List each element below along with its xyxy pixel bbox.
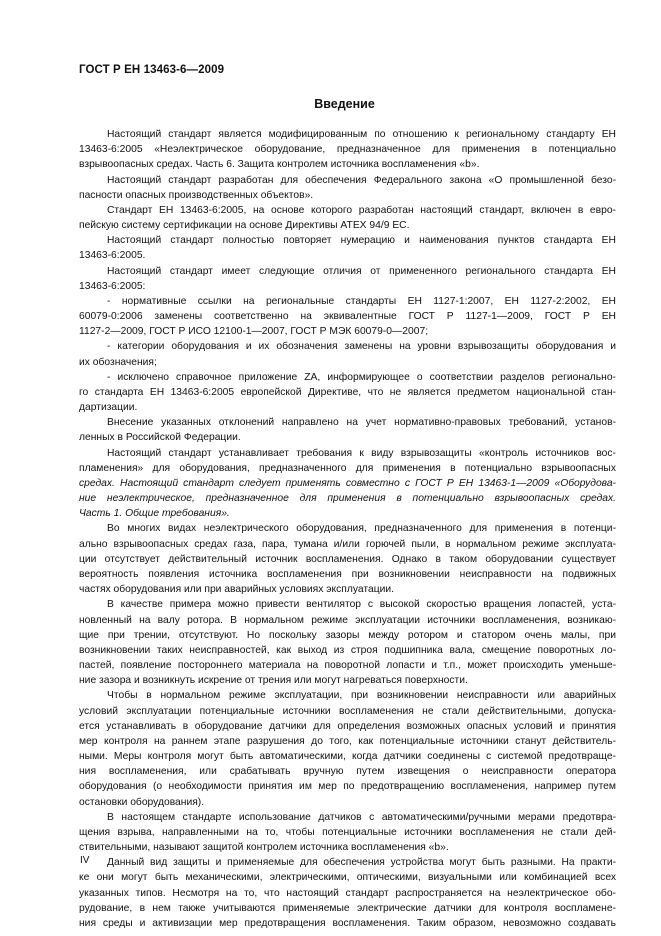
text-line: ние зазора и возникнуть искрение от трения или могут нагреваться поверхности. [79, 675, 468, 687]
text-line: частях оборудования или при аварийных условиях эксплуатации. [79, 584, 394, 596]
text-line: Данный вид защиты и применяемые для обеспечения устройства могут быть разными. На практи- [107, 857, 616, 869]
text-line: Внесение указанных отклонений направлено на учет нормативно-правовых требований, установ- [107, 417, 616, 429]
text-line: - категории оборудования и их обозначения заменены на уровни взрывозащиты оборудования и [107, 341, 616, 353]
section-title-text: Введение [314, 97, 375, 111]
text-line: Настоящий стандарт устанавливает требования к виду взрывозащиты «контроль источников вос- [107, 447, 616, 459]
text-line: ально взрывоопасных средах газа, пара, тумана и/или горючей пыли, в нормальном режиме эксплуата- [79, 538, 616, 550]
text-line: ствительными, называют защитой контролем источника воспламенения «b». [79, 842, 449, 854]
text-line: Настоящий стандарт имеет следующие отличия от примененного регионального стандарта ЕН [107, 265, 616, 277]
document-code-header: ГОСТ Р ЕН 13463-6—2009 [79, 64, 225, 76]
text-line: Настоящий стандарт полностью повторяет нумерацию и наименования пунктов стандарта ЕН [107, 235, 616, 247]
text-line: вероятность появления источника воспламенения при возникновении неисправности на подвижных [79, 568, 616, 580]
text-line: новленный на валу ротора. В нормальном режиме эксплуатации источники воспламенения, возникаю- [79, 614, 616, 626]
text-line: ными. Меры контроля могут быть автоматическими, когда датчики соединены с системой предотвраще- [79, 751, 616, 763]
text-line: 13463-6:2005 «Неэлектрическое оборудование, предназначенное для применения в потенциально [79, 144, 616, 156]
text-line: пасности опасных производственных объектов». [79, 189, 314, 201]
text-line: В настоящем стандарте использование датчиков с автоматическими/ручными мерами предотвра- [107, 811, 616, 823]
text-line: мер контроля на раннем этапе разрушения до того, как потенциальные источники станут действитель- [79, 735, 616, 747]
text-line: 13463-6:2005: [79, 280, 146, 292]
text-line: пламенения» для оборудования, предназначенного для применения в потенциально взрывоопасных [79, 462, 616, 474]
text-line: оборудования (о необходимости принятия им мер по предотвращению воспламенения, например путем [79, 781, 616, 793]
text-line: Стандарт ЕН 13463-6:2005, на основе которого разработан настоящий стандарт, включен в евро- [107, 204, 616, 216]
text-line: дартизации. [79, 402, 138, 414]
text-line: ке они могут быть механическими, электрическими, оптическими, визуальными или комбинацией всех [79, 872, 616, 884]
text-line: Во многих видах неэлектрического оборудования, предназначенного для применения в потенци- [107, 523, 616, 535]
text-line: рудование, в нем также учитываются применяемые электрические датчики для контроля воспламене- [79, 902, 616, 914]
text-line: 13463-6:2005. [79, 250, 146, 262]
text-line: ции отсутствует действительный источник воспламенения. Однако в таком оборудовании существует [79, 553, 616, 565]
text-line: условий эксплуатации потенциальные источники воспламенения не стали действительными, допуска- [79, 705, 616, 717]
text-line: щения взрыва, направленными на то, чтобы потенциальные источники воспламенения не стали дей- [79, 826, 616, 838]
text-line: Чтобы в нормальном режиме эксплуатации, при возникновении неисправности или аварийных [107, 690, 616, 702]
text-line: указанных типов. Несмотря на то, что настоящий стандарт распространяется на неэлектрическое обо- [79, 887, 616, 899]
text-line: Настоящий стандарт разработан для обеспечения Федерального закона «О промышленной безо- [107, 174, 616, 186]
section-title [0, 97, 661, 111]
text-line: В качестве примера можно привести вентилятор с высокой скоростью вращения лопастей, уста- [107, 599, 616, 611]
text-line: возникновении таких неисправностей, как выход из строя подшипника вала, смещение поворотных ло- [79, 644, 616, 656]
text-line: средах. Настоящий стандарт следует применять совместно с ГОСТ Р ЕН 13463-1—2009 «Оборудова- [79, 477, 616, 489]
text-line: 1127-2—2009, ГОСТ Р ИСО 12100-1—2007, ГОСТ Р МЭК 60079-0—2007; [79, 326, 429, 338]
body-text [79, 127, 616, 931]
text-line: пейскую систему сертификации на основе Директивы ATEX 94/9 EC. [79, 220, 410, 232]
text-line: 60079-0:2006 заменены соответственно на эквивалентные ГОСТ Р 1127-1—2009, ГОСТ Р ЕН [79, 311, 616, 323]
text-line: ленных в Российской Федерации. [79, 432, 241, 444]
text-line: ния среды и активизации мер предотвращения воспламенения. Таким образом, невозможно создавать [79, 917, 616, 929]
text-line: ния воспламенения, или срабатывать вручную путем извещения о неисправности оператора [79, 766, 616, 778]
text-line: остановки оборудования). [79, 796, 205, 808]
text-line: ние неэлектрическое, предназначенное для применения в потенциально взрывоопасных средах. [79, 493, 616, 505]
text-line: щие при трении, отсутствуют. Но поскольку зазоры между ротором и статором очень малы, при [79, 629, 616, 641]
text-line: ется устанавливать в оборудование датчики для определения возможных опасных условий и принятия [79, 720, 616, 732]
text-line: их обозначения; [79, 356, 157, 368]
text-line: пастей, появление постороннего материала на поворотной лопасти и т.п., может происходить уменьше- [79, 660, 616, 672]
text-line: Часть 1. Общие требования». [79, 508, 230, 520]
text-line: го стандарта ЕН 13463-6:2005 европейской Директиве, что не является предметом национальной стан- [79, 386, 616, 398]
text-line: Настоящий стандарт является модифицированным по отношению к региональному стандарту ЕН [107, 129, 616, 140]
text-line: - исключено справочное приложение ZA, информирующее о соответствии разделов регионально- [107, 371, 616, 383]
text-line: - нормативные ссылки на региональные стандарты ЕН 1127-1:2007, ЕН 1127-2:2002, ЕН [107, 295, 616, 307]
page-number: IV [80, 855, 90, 866]
text-line: взрывоопасных средах. Часть 6. Защита контролем источника воспламенения «b». [79, 159, 480, 171]
